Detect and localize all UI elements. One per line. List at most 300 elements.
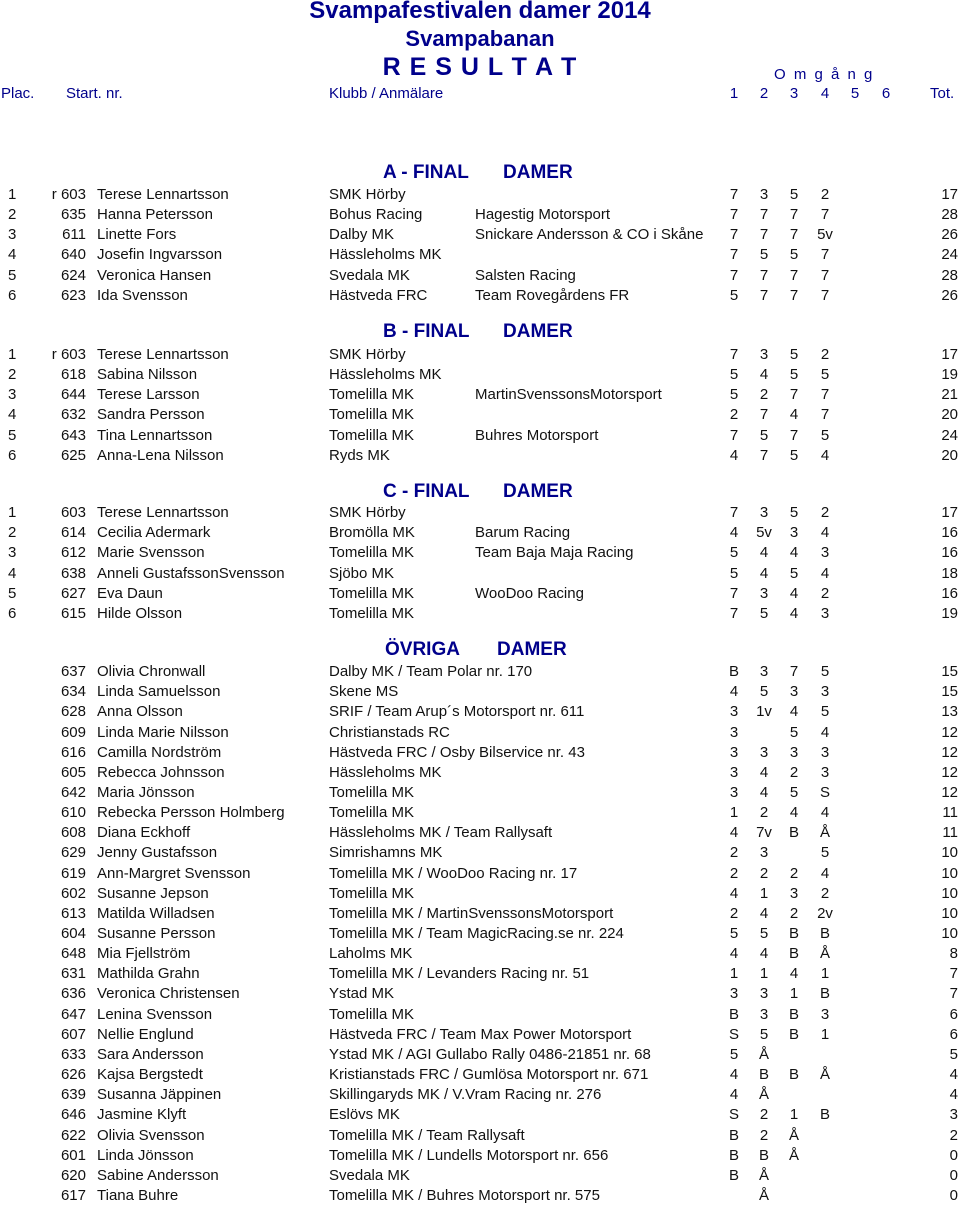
round-4-score: 7 — [820, 286, 830, 304]
start-number: 612 — [60, 544, 86, 562]
start-number: 626 — [60, 1066, 86, 1083]
start-number: 632 — [60, 406, 86, 424]
round-1-score: 7 — [729, 504, 739, 521]
round-1-score: S — [728, 1106, 739, 1124]
club: Hässleholms MK — [329, 763, 442, 781]
result-row — [0, 1045, 960, 1065]
round-2-score: 1 — [759, 965, 769, 983]
driver-name: Kajsa Bergstedt — [97, 1066, 203, 1083]
round-3-score: 5 — [789, 346, 799, 363]
result-row — [0, 604, 960, 624]
team: Hagestig Motorsport — [475, 206, 611, 224]
total-score: 11 — [942, 804, 958, 821]
round-4-score: 3 — [820, 683, 830, 701]
driver-name: Anna-Lena Nilsson — [97, 446, 224, 464]
result-row — [0, 266, 960, 286]
round-2-score: 3 — [759, 985, 769, 1003]
round-2-score: 3 — [759, 663, 769, 680]
round-1-score: B — [728, 1146, 739, 1164]
driver-name: Susanne Persson — [97, 925, 216, 942]
club: Tomelilla MK — [329, 783, 415, 801]
start-number: 647 — [60, 1005, 86, 1023]
round-4-score: 2 — [820, 584, 830, 602]
place: 4 — [8, 246, 17, 264]
driver-name: Tina Lennartsson — [97, 426, 213, 444]
club: SMK Hörby — [329, 346, 406, 363]
result-row — [0, 763, 960, 783]
round-3-score: 5 — [789, 446, 799, 464]
total-score: 16 — [941, 524, 958, 542]
round-4-score: 4 — [820, 723, 830, 741]
total-score: 8 — [949, 945, 958, 963]
result-heading: R E S U L T A T — [382, 53, 578, 81]
place: 1 — [8, 186, 17, 203]
place: 2 — [8, 524, 17, 542]
result-row — [0, 365, 960, 385]
round-2-score: 2 — [759, 864, 769, 882]
driver-name: Hilde Olsson — [97, 604, 183, 622]
driver-name: Tiana Buhre — [97, 1186, 179, 1204]
start-number: 616 — [60, 743, 86, 761]
start-number: 618 — [60, 366, 86, 384]
total-score: 24 — [941, 426, 958, 444]
result-row — [0, 543, 960, 563]
round-3-score: 7 — [789, 206, 799, 224]
round-1-score: 4 — [729, 945, 739, 963]
column-header-club: Klubb / Anmälare — [329, 85, 444, 102]
page-title: Svampafestivalen damer 2014 — [309, 0, 651, 24]
round-1-score: 1 — [729, 804, 739, 821]
total-score: 12 — [941, 783, 958, 801]
driver-name: Terese Lennartsson — [97, 346, 229, 363]
start-number: 642 — [60, 783, 86, 801]
total-score: 10 — [941, 864, 958, 882]
round-4-score: 7 — [820, 406, 830, 424]
round-1-score: 5 — [729, 1045, 739, 1063]
round-1-score: 2 — [729, 406, 739, 424]
column-header-total: Tot. — [930, 85, 955, 102]
result-row — [0, 884, 960, 904]
round-4-score: 5 — [820, 844, 830, 862]
driver-name: Linda Samuelsson — [97, 683, 221, 701]
round-1-score: 2 — [729, 844, 739, 862]
club: Simrishamns MK — [329, 844, 443, 862]
total-score: 26 — [941, 286, 958, 304]
total-score: 28 — [941, 266, 958, 284]
start-number: 624 — [60, 266, 86, 284]
round-3-score: 2 — [789, 864, 799, 882]
driver-name: Anna Olsson — [97, 703, 183, 721]
round-4-score: 5 — [820, 426, 830, 444]
round-4-score: 4 — [820, 524, 830, 542]
result-row — [0, 345, 960, 365]
total-score: 12 — [941, 763, 958, 781]
round-3-score: B — [788, 1005, 799, 1023]
round-4-score: 2 — [820, 186, 830, 203]
result-row — [0, 523, 960, 543]
result-row — [0, 1065, 960, 1085]
round-3-score: 5 — [789, 723, 799, 741]
round-1-score: 7 — [729, 246, 739, 264]
total-score: 2 — [949, 1126, 958, 1144]
total-score: 6 — [949, 1025, 958, 1043]
round-2-score: Å — [758, 1045, 769, 1063]
place: 5 — [8, 584, 17, 602]
driver-name: Diana Eckhoff — [97, 824, 191, 842]
round-2-score: 7 — [759, 446, 769, 464]
result-row — [0, 405, 960, 425]
club: Svedala MK — [329, 1166, 410, 1184]
total-score: 4 — [949, 1066, 958, 1083]
total-score: 0 — [949, 1186, 958, 1204]
round-2-score: 5v — [756, 524, 772, 542]
total-score: 12 — [941, 723, 958, 741]
start-number: 611 — [62, 226, 86, 244]
driver-name: Josefin Ingvarsson — [97, 246, 223, 264]
round-4-score: 1 — [820, 965, 830, 983]
round-1-score: 4 — [729, 884, 739, 902]
place: 6 — [8, 286, 17, 304]
column-header-round-4: 4 — [820, 85, 830, 102]
place: 3 — [8, 386, 17, 404]
round-4-score: 4 — [820, 804, 830, 821]
round-4-score: 7 — [820, 206, 830, 224]
round-3-score: 1 — [789, 985, 799, 1003]
result-row — [0, 185, 960, 205]
start-number: 609 — [60, 723, 86, 741]
round-3-score: 7 — [789, 266, 799, 284]
round-4-score: 2 — [820, 884, 830, 902]
round-2-score: 3 — [759, 186, 769, 203]
team: Snickare Andersson & CO i Skåne — [475, 226, 704, 244]
result-row — [0, 1105, 960, 1125]
club: SMK Hörby — [329, 504, 406, 521]
place: 2 — [8, 206, 17, 224]
round-3-score: 4 — [789, 406, 799, 424]
round-2-score: 3 — [759, 743, 769, 761]
round-2-score: 1 — [759, 884, 769, 902]
round-2-score: 4 — [759, 904, 769, 922]
driver-name: Hanna Petersson — [97, 206, 213, 224]
round-1-score: 3 — [729, 985, 739, 1003]
result-row — [0, 702, 960, 722]
driver-name: Susanna Jäppinen — [97, 1086, 222, 1104]
start-number: 602 — [60, 884, 86, 902]
result-row — [0, 205, 960, 225]
start-number: 637 — [60, 663, 86, 680]
result-row — [0, 1126, 960, 1146]
club: Tomelilla MK / Levanders Racing nr. 51 — [329, 965, 590, 983]
column-header-round-1: 1 — [729, 85, 739, 102]
club: Laholms MK — [329, 945, 413, 963]
round-2-score: 5 — [759, 426, 769, 444]
club: Tomelilla MK — [329, 386, 415, 404]
round-1-score: 4 — [729, 824, 739, 842]
club: Ystad MK — [329, 985, 395, 1003]
club: Hässleholms MK / Team Rallysaft — [329, 824, 553, 842]
round-3-score: 3 — [789, 524, 799, 542]
round-3-score: Å — [788, 1146, 799, 1164]
round-3-score: Å — [788, 1126, 799, 1144]
round-3-score: 5 — [789, 186, 799, 203]
driver-name: Terese Lennartsson — [97, 504, 229, 521]
total-score: 17 — [941, 504, 958, 521]
round-3-score: B — [788, 824, 799, 842]
round-3-score: B — [788, 1025, 799, 1043]
round-1-score: 3 — [729, 783, 739, 801]
column-header-round-2: 2 — [759, 85, 769, 102]
round-3-score: 5 — [789, 504, 799, 521]
result-row — [0, 1085, 960, 1105]
total-score: 4 — [949, 1086, 958, 1104]
place: 4 — [8, 564, 17, 582]
start-number: 607 — [60, 1025, 86, 1043]
result-row — [0, 245, 960, 265]
club: Tomelilla MK — [329, 604, 415, 622]
round-4-score: 5 — [820, 366, 830, 384]
result-row — [0, 864, 960, 884]
club: Kristianstads FRC / Gumlösa Motorsport nr. 671 — [329, 1066, 649, 1083]
start-number: 629 — [60, 844, 86, 862]
club: Tomelilla MK / WooDoo Racing nr. 17 — [329, 864, 578, 882]
result-row — [0, 944, 960, 964]
section-class: DAMER — [503, 481, 573, 502]
round-2-score: 4 — [759, 544, 769, 562]
driver-name: Olivia Svensson — [97, 1126, 205, 1144]
start-number: 638 — [60, 564, 86, 582]
club: Tomelilla MK — [329, 584, 415, 602]
driver-name: Maria Jönsson — [97, 783, 195, 801]
total-score: 21 — [941, 386, 958, 404]
club: Bromölla MK — [329, 524, 415, 542]
team: Salsten Racing — [475, 266, 576, 284]
driver-name: Lenina Svensson — [97, 1005, 213, 1023]
start-number: 631 — [60, 965, 86, 983]
round-1-score: 2 — [729, 904, 739, 922]
result-row — [0, 225, 960, 245]
round-3-score: 7 — [789, 386, 799, 404]
round-3-score: 3 — [789, 743, 799, 761]
round-1-score: 5 — [729, 925, 739, 942]
result-row — [0, 385, 960, 405]
total-score: 24 — [941, 246, 958, 264]
section-class: DAMER — [497, 639, 567, 660]
round-2-score: 7v — [756, 824, 772, 842]
driver-name: Camilla Nordström — [97, 743, 222, 761]
round-2-score: 2 — [759, 1126, 769, 1144]
driver-name: Linda Jönsson — [97, 1146, 194, 1164]
round-2-score: 3 — [759, 584, 769, 602]
section-title: B - FINAL — [383, 321, 470, 342]
round-2-score: 2 — [759, 804, 769, 821]
result-row — [0, 662, 960, 682]
round-4-score: 2 — [820, 346, 830, 363]
result-row — [0, 984, 960, 1004]
round-1-score: 7 — [729, 186, 739, 203]
round-1-score: 7 — [729, 226, 739, 244]
driver-name: Rebecca Johnsson — [97, 763, 225, 781]
start-number: 603 — [60, 504, 86, 521]
result-row — [0, 286, 960, 306]
round-4-score: 4 — [820, 564, 830, 582]
total-score: 3 — [949, 1106, 958, 1124]
driver-name: Jenny Gustafsson — [97, 844, 218, 862]
round-1-score: 4 — [729, 1066, 739, 1083]
place: 1 — [8, 504, 17, 521]
round-2-score: 3 — [759, 504, 769, 521]
start-number: r 603 — [51, 186, 86, 203]
column-header-round-5: 5 — [850, 85, 860, 102]
total-score: 20 — [941, 406, 958, 424]
round-1-score: 4 — [729, 524, 739, 542]
club: Tomelilla MK / Team MagicRacing.se nr. 224 — [329, 925, 624, 942]
start-number: 640 — [60, 246, 86, 264]
round-1-score: B — [728, 1126, 739, 1144]
start-number: 644 — [60, 386, 86, 404]
round-3-score: 4 — [789, 703, 799, 721]
round-3-score: 7 — [789, 286, 799, 304]
team: Team Rovegårdens FR — [475, 286, 630, 304]
club: Dalby MK — [329, 226, 395, 244]
round-1-score: 7 — [729, 346, 739, 363]
place: 3 — [8, 544, 17, 562]
start-number: 601 — [60, 1146, 86, 1164]
total-score: 7 — [949, 985, 958, 1003]
result-row — [0, 723, 960, 743]
round-4-score: 7 — [820, 266, 830, 284]
round-4-score: 3 — [820, 763, 830, 781]
club: Tomelilla MK — [329, 1005, 415, 1023]
round-3-score: 5 — [789, 246, 799, 264]
club: Tomelilla MK / Buhres Motorsport nr. 575 — [329, 1186, 600, 1204]
club: Ystad MK / AGI Gullabo Rally 0486-21851 nr. 68 — [329, 1045, 651, 1063]
round-3-score: 5 — [789, 783, 799, 801]
result-row — [0, 564, 960, 584]
result-row — [0, 843, 960, 863]
round-1-score: 4 — [729, 683, 739, 701]
round-2-score: 3 — [759, 844, 769, 862]
club: Hässleholms MK — [329, 366, 442, 384]
round-2-score: 7 — [759, 206, 769, 224]
page-subtitle: Svampabanan — [405, 26, 555, 51]
start-number: 639 — [60, 1086, 86, 1104]
round-1-score: 7 — [729, 584, 739, 602]
driver-name: Mathilda Grahn — [97, 965, 200, 983]
result-row — [0, 1146, 960, 1166]
place: 6 — [8, 446, 17, 464]
driver-name: Ida Svensson — [97, 286, 188, 304]
round-4-score: 7 — [820, 386, 830, 404]
round-4-score: 5v — [817, 226, 833, 244]
round-4-score: B — [819, 1106, 830, 1124]
rounds-label: O m g å n g — [774, 66, 875, 83]
round-2-score: 1v — [756, 703, 772, 721]
start-number: 622 — [60, 1126, 86, 1144]
round-1-score: B — [728, 1005, 739, 1023]
team: Team Baja Maja Racing — [475, 544, 634, 562]
round-2-score: 2 — [759, 1106, 769, 1124]
start-number: 646 — [60, 1106, 86, 1124]
section-class: DAMER — [503, 321, 573, 342]
club: SRIF / Team Arup´s Motorsport nr. 611 — [329, 703, 585, 721]
round-1-score: 4 — [729, 1086, 739, 1104]
round-3-score: 4 — [789, 804, 799, 821]
total-score: 10 — [941, 925, 958, 942]
round-3-score: 1 — [789, 1106, 799, 1124]
start-number: 619 — [60, 864, 86, 882]
total-score: 17 — [941, 346, 958, 363]
start-number: 610 — [60, 804, 86, 821]
total-score: 15 — [941, 683, 958, 701]
result-row — [0, 743, 960, 763]
result-row — [0, 426, 960, 446]
club: Hässleholms MK — [329, 246, 442, 264]
round-3-score: B — [788, 925, 799, 942]
round-3-score: 7 — [789, 426, 799, 444]
round-4-score: 5 — [820, 703, 830, 721]
total-score: 17 — [941, 186, 958, 203]
round-1-score: 3 — [729, 743, 739, 761]
result-row — [0, 823, 960, 843]
total-score: 10 — [941, 904, 958, 922]
round-2-score: 7 — [759, 406, 769, 424]
round-1-score: 3 — [729, 723, 739, 741]
round-3-score: 4 — [789, 584, 799, 602]
round-2-score: 3 — [759, 1005, 769, 1023]
place: 2 — [8, 366, 17, 384]
driver-name: Nellie Englund — [97, 1025, 194, 1043]
round-1-score: B — [728, 1166, 739, 1184]
start-number: 608 — [60, 824, 86, 842]
driver-name: Rebecka Persson Holmberg — [97, 804, 285, 821]
round-3-score: 7 — [789, 226, 799, 244]
round-1-score: 2 — [729, 864, 739, 882]
driver-name: Ann-Margret Svensson — [97, 864, 251, 882]
result-row — [0, 682, 960, 702]
round-2-score: B — [758, 1146, 769, 1164]
total-score: 16 — [941, 544, 958, 562]
start-number: r 603 — [51, 346, 86, 363]
team: WooDoo Racing — [475, 584, 584, 602]
place: 1 — [8, 346, 17, 363]
total-score: 0 — [949, 1166, 958, 1184]
driver-name: Terese Larsson — [97, 386, 200, 404]
start-number: 605 — [60, 763, 86, 781]
driver-name: Cecilia Adermark — [97, 524, 211, 542]
round-2-score: 4 — [759, 763, 769, 781]
round-3-score: 4 — [789, 544, 799, 562]
result-row — [0, 904, 960, 924]
result-row — [0, 446, 960, 466]
round-4-score: 1 — [820, 1025, 830, 1043]
club: Tomelilla MK — [329, 426, 415, 444]
start-number: 614 — [60, 524, 86, 542]
round-4-score: 4 — [820, 864, 830, 882]
round-1-score: 5 — [729, 544, 739, 562]
round-2-score: 3 — [759, 346, 769, 363]
result-row — [0, 1186, 960, 1206]
round-2-score: Å — [758, 1186, 769, 1204]
round-4-score: 2 — [820, 504, 830, 521]
club: Tomelilla MK — [329, 884, 415, 902]
club: Ryds MK — [329, 446, 390, 464]
round-4-score: S — [819, 783, 830, 801]
start-number: 615 — [60, 604, 86, 622]
total-score: 19 — [941, 604, 958, 622]
round-4-score: Å — [819, 945, 830, 963]
round-4-score: 3 — [820, 544, 830, 562]
club: Tomelilla MK — [329, 804, 415, 821]
